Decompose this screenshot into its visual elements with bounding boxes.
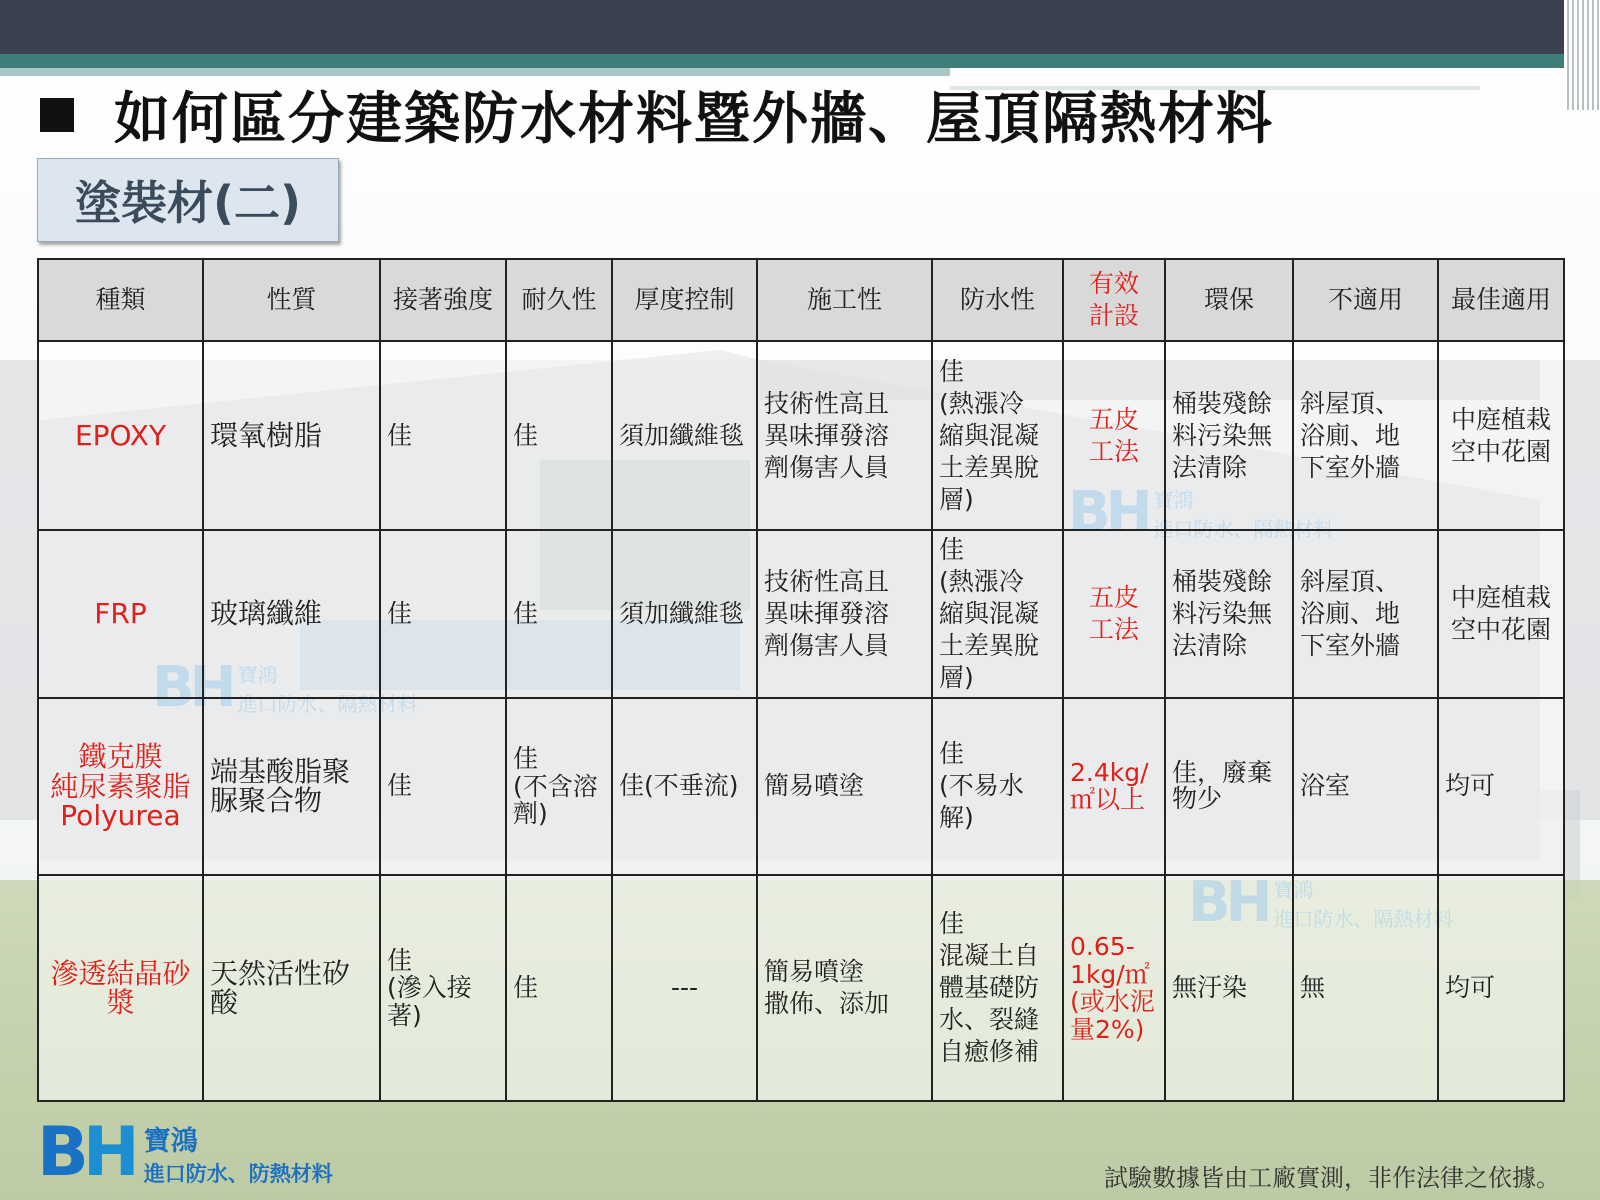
table-cell: 玻璃纖維: [203, 530, 380, 697]
bullet-square-icon: [40, 98, 74, 132]
column-header: 防水性: [932, 259, 1063, 341]
column-header: 環保: [1165, 259, 1293, 341]
table-cell: 均可: [1438, 698, 1564, 875]
table-cell: 佳: [380, 530, 506, 697]
table-cell: 佳 (熱漲冷 縮與混凝 土差異脫 層): [932, 530, 1063, 697]
table-cell: 佳: [506, 875, 612, 1101]
table-cell: 簡易噴塗: [757, 698, 932, 875]
table-cell: 佳 (滲入接著): [380, 875, 506, 1101]
table-cell: ---: [612, 875, 757, 1101]
table-cell: 無: [1293, 875, 1438, 1101]
comparison-table: [37, 258, 1565, 1102]
column-header: 施工性: [757, 259, 932, 341]
material-kind: 鐵克膜 純尿素聚脂 Polyurea: [38, 698, 203, 875]
table-cell: 佳 (熱漲冷 縮與混凝 土差異脫 層): [932, 341, 1063, 530]
column-header: 厚度控制: [612, 259, 757, 341]
header-accent-stripe: [0, 54, 1600, 68]
table-cell: 天然活性矽 酸: [203, 875, 380, 1101]
table-row: [38, 698, 1564, 875]
disclaimer-footnote: 試驗數據皆由工廠實測，非作法律之依據。: [1104, 1164, 1560, 1192]
column-header: 最佳適用: [1438, 259, 1564, 341]
column-header: 性質: [203, 259, 380, 341]
table-cell: 五皮 工法: [1063, 341, 1165, 530]
table-cell: 須加纖維毯: [612, 341, 757, 530]
table-cell: 桶裝殘餘 料污染無 法清除: [1165, 530, 1293, 697]
table-cell: 佳: [506, 530, 612, 697]
material-kind: EPOXY: [38, 341, 203, 530]
table-cell: 0.65- 1kg/㎡ (或水泥 量2%): [1063, 875, 1165, 1101]
table-cell: 佳 (不易水 解): [932, 698, 1063, 875]
table-cell: 簡易噴塗 撒佈、添加: [757, 875, 932, 1101]
material-kind: 滲透結晶砂 漿: [38, 875, 203, 1101]
column-header: 接著強度: [380, 259, 506, 341]
table-cell: 佳: [380, 341, 506, 530]
table-cell: 斜屋頂、 浴廁、地 下室外牆: [1293, 341, 1438, 530]
logo-mark-b: B: [37, 1113, 83, 1192]
page-title: [40, 80, 1274, 150]
table-header-row: [38, 259, 1564, 341]
table-cell: 佳(不垂流): [612, 698, 757, 875]
table-cell: 五皮 工法: [1063, 530, 1165, 697]
section-subtitle: 塗裝材(二): [37, 158, 339, 242]
logo-mark-h: H: [82, 1113, 134, 1192]
table-cell: 佳 (不含溶 劑): [506, 698, 612, 875]
table-row: [38, 530, 1564, 697]
table-cell: 中庭植栽 空中花園: [1438, 530, 1564, 697]
top-header-bar: [0, 0, 1600, 54]
table-cell: 無汙染: [1165, 875, 1293, 1101]
company-logo: [37, 1113, 333, 1192]
table-cell: 環氧樹脂: [203, 341, 380, 530]
table-cell: 佳: [506, 341, 612, 530]
table-cell: 佳: [380, 698, 506, 875]
column-header: 種類: [38, 259, 203, 341]
table-cell: 斜屋頂、 浴廁、地 下室外牆: [1293, 530, 1438, 697]
table-cell: 佳，廢棄 物少: [1165, 698, 1293, 875]
material-kind: FRP: [38, 530, 203, 697]
page-title-text: 如何區分建築防水材料暨外牆、屋頂隔熱材料: [114, 87, 1274, 152]
table-cell: 技術性高且 異味揮發溶 劑傷害人員: [757, 530, 932, 697]
table-cell: 技術性高且 異味揮發溶 劑傷害人員: [757, 341, 932, 530]
table-row: [38, 341, 1564, 530]
table-cell: 須加纖維毯: [612, 530, 757, 697]
table-cell: 中庭植栽 空中花園: [1438, 341, 1564, 530]
column-header: 耐久性: [506, 259, 612, 341]
logo-name: 寶鴻: [143, 1125, 198, 1157]
table-cell: 浴室: [1293, 698, 1438, 875]
column-header: 有效 計設: [1063, 259, 1165, 341]
table-cell: 2.4kg/ ㎡以上: [1063, 698, 1165, 875]
table-cell: 佳 混凝土自 體基礎防 水、裂縫 自癒修補: [932, 875, 1063, 1101]
table-cell: 端基酸脂聚 脲聚合物: [203, 698, 380, 875]
table-cell: 桶裝殘餘 料污染無 法清除: [1165, 341, 1293, 530]
table-cell: 均可: [1438, 875, 1564, 1101]
column-header: 不適用: [1293, 259, 1438, 341]
logo-tagline: 進口防水、防熱材料: [143, 1161, 333, 1186]
logo-mark: [37, 1113, 134, 1192]
decorative-lines: [1564, 0, 1600, 110]
table-row: [38, 875, 1564, 1101]
